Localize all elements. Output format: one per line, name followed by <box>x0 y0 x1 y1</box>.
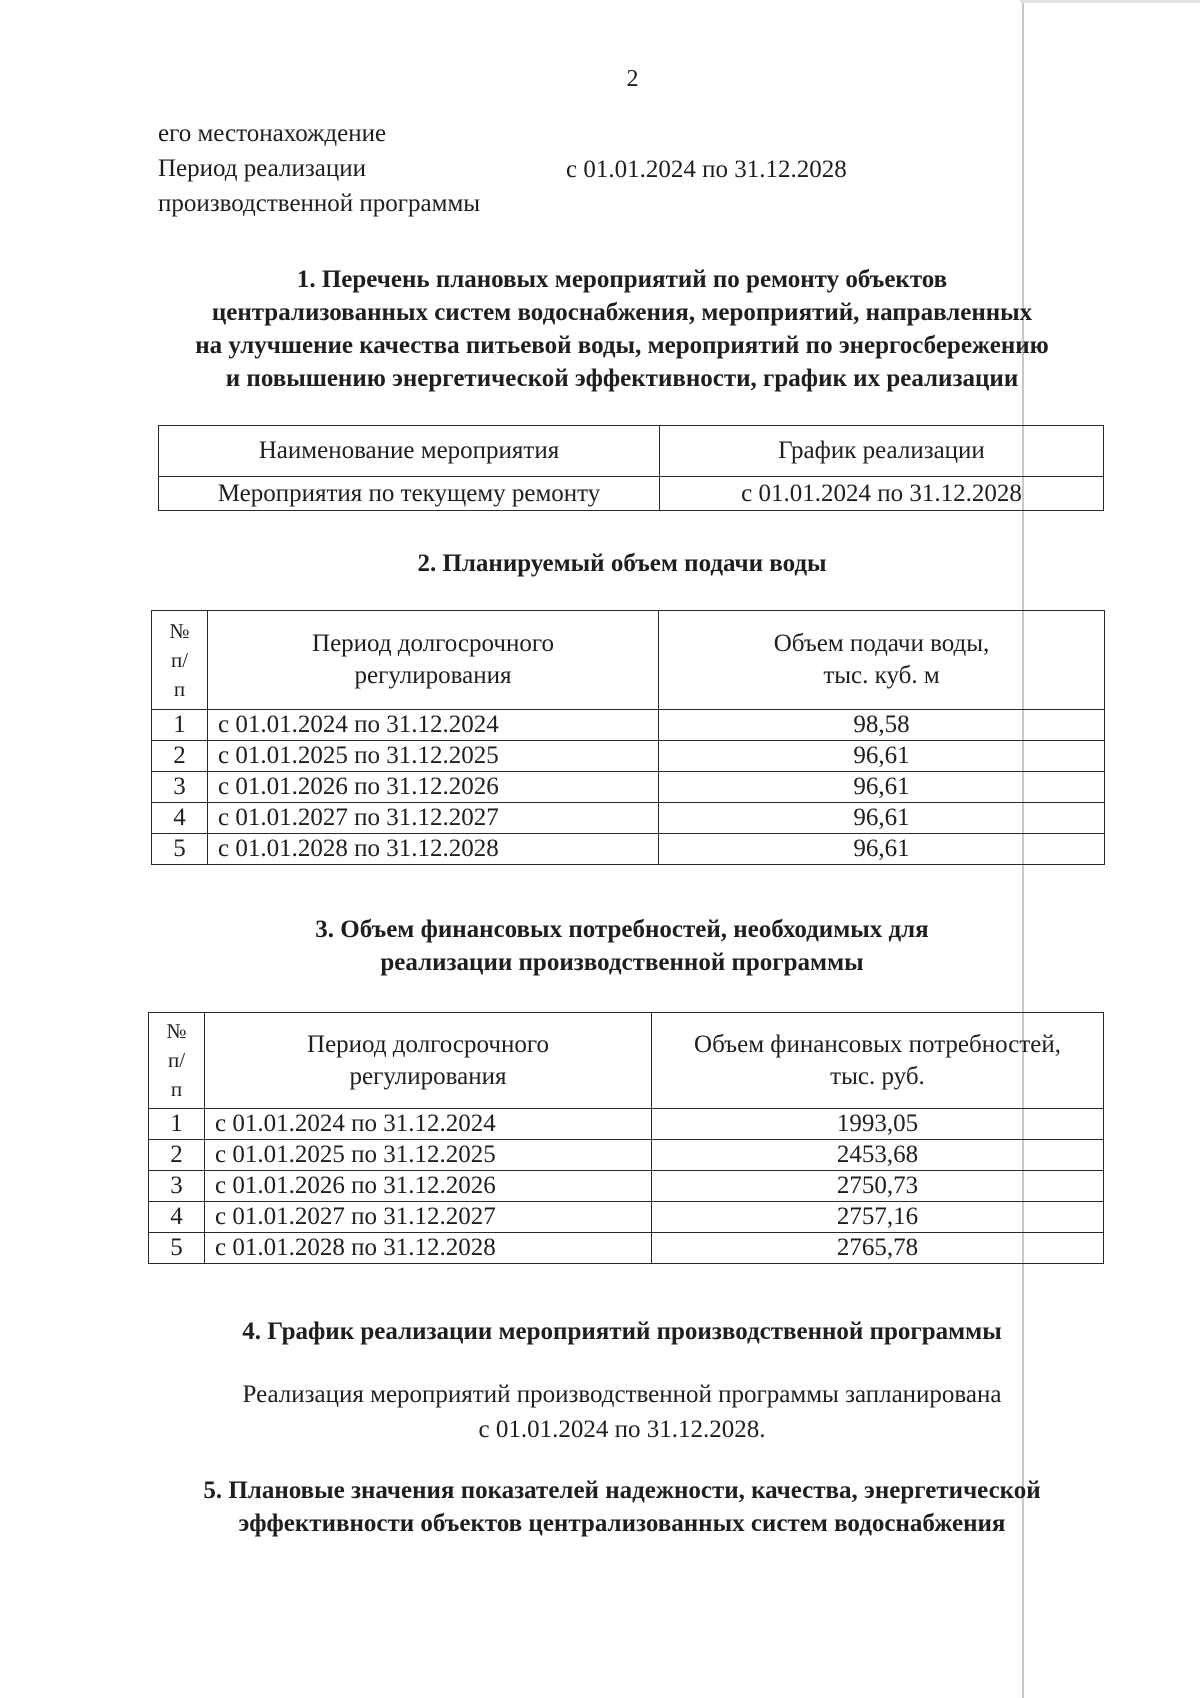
table-row <box>149 1109 1104 1140</box>
cell-finance-volume: 2765,78 <box>652 1233 1104 1264</box>
cell-water-volume: 96,61 <box>659 772 1105 803</box>
header-number-line: п <box>173 676 186 701</box>
header-number-line: № <box>166 1019 187 1043</box>
header-number <box>152 611 208 710</box>
header-number-line: п/ <box>170 647 189 672</box>
cell-number: 4 <box>149 1202 205 1233</box>
scan-artifact-top <box>1020 0 1200 3</box>
header-period-line: регулирования <box>354 662 512 689</box>
cell-number: 5 <box>152 834 208 865</box>
intro-period-value: с 01.01.2024 по 31.12.2028 <box>566 156 847 183</box>
header-period <box>205 1013 652 1109</box>
section4-text-line: с 01.01.2024 по 31.12.2028. <box>478 1416 766 1443</box>
cell-number: 1 <box>152 710 208 741</box>
cell-number: 2 <box>149 1140 205 1171</box>
cell-period: с 01.01.2028 по 31.12.2028 <box>205 1233 652 1264</box>
section1-title-line: 1. Перечень плановых мероприятий по ремонту объектов <box>296 266 948 293</box>
intro-line-1: его местонахождение <box>158 120 387 147</box>
header-schedule: График реализации <box>660 426 1104 477</box>
table-row <box>152 710 1105 741</box>
table-row <box>149 1140 1104 1171</box>
header-event-name: Наименование мероприятия <box>159 426 660 477</box>
cell-event-name: Мероприятия по текущему ремонту <box>159 477 660 511</box>
intro-line-3: производственной программы <box>158 190 481 217</box>
header-period-line: регулирования <box>349 1062 507 1090</box>
section4-text <box>0 1377 1200 1447</box>
cell-finance-volume: 2750,73 <box>652 1171 1104 1202</box>
header-period <box>208 611 659 710</box>
header-number-line: п <box>170 1077 183 1101</box>
cell-period: с 01.01.2024 по 31.12.2024 <box>208 710 659 741</box>
cell-period: с 01.01.2027 по 31.12.2027 <box>208 803 659 834</box>
cell-number: 3 <box>152 772 208 803</box>
header-finance-volume-line: тыс. руб. <box>830 1062 925 1090</box>
section2-title: 2. Планируемый объем подачи воды <box>417 550 827 577</box>
header-period-line: Период долгосрочного <box>307 1030 549 1058</box>
cell-number: 4 <box>152 803 208 834</box>
table-header-row <box>159 426 1104 477</box>
table-row <box>152 834 1105 865</box>
header-period-line: Период долгосрочного <box>312 630 554 657</box>
section4-text-line: Реализация мероприятий производственной программы запланирована <box>242 1381 1002 1408</box>
cell-finance-volume: 2453,68 <box>652 1140 1104 1171</box>
table-row <box>149 1202 1104 1233</box>
cell-period: с 01.01.2027 по 31.12.2027 <box>205 1202 652 1233</box>
cell-number: 1 <box>149 1109 205 1140</box>
section5-title-line: 5. Плановые значения показателей надежности, качества, энергетической <box>203 1477 1041 1504</box>
header-water-volume-line: тыс. куб. м <box>823 662 940 689</box>
table-row <box>149 1233 1104 1264</box>
section5-title <box>0 1474 1200 1540</box>
header-water-volume <box>659 611 1105 710</box>
section3-table <box>148 1012 1104 1264</box>
cell-finance-volume: 1993,05 <box>652 1109 1104 1140</box>
cell-number: 5 <box>149 1233 205 1264</box>
table-header-row <box>149 1013 1104 1109</box>
page-number: 2 <box>626 66 639 92</box>
table-row <box>152 772 1105 803</box>
header-number <box>149 1013 205 1109</box>
section1-title-line: на улучшение качества питьевой воды, мероприятий по энергосбережению <box>195 332 1049 359</box>
section1-title <box>0 263 1200 395</box>
section1-title-line: и повышению энергетической эффективности, график их реализации <box>225 365 1019 392</box>
intro-block <box>158 116 480 221</box>
section1-title-line: централизованных систем водоснабжения, мероприятий, направленных <box>211 299 1033 326</box>
cell-water-volume: 98,58 <box>659 710 1105 741</box>
cell-period: с 01.01.2028 по 31.12.2028 <box>208 834 659 865</box>
cell-number: 3 <box>149 1171 205 1202</box>
section3-title-line: реализации производственной программы <box>380 949 864 976</box>
header-finance-volume-line: Объем финансовых потребностей, <box>694 1030 1061 1058</box>
header-number-line: п/ <box>167 1048 186 1072</box>
cell-number: 2 <box>152 741 208 772</box>
section4-title: 4. График реализации мероприятий производственной программы <box>242 1318 1002 1345</box>
cell-period: с 01.01.2025 по 31.12.2025 <box>208 741 659 772</box>
table-row <box>159 477 1104 511</box>
header-number-line: № <box>169 618 190 643</box>
cell-water-volume: 96,61 <box>659 834 1105 865</box>
section3-title-line: 3. Объем финансовых потребностей, необходимых для <box>315 916 929 943</box>
section2-table <box>151 610 1105 865</box>
table-row <box>152 741 1105 772</box>
cell-water-volume: 96,61 <box>659 741 1105 772</box>
cell-water-volume: 96,61 <box>659 803 1105 834</box>
cell-schedule: с 01.01.2024 по 31.12.2028 <box>660 477 1104 511</box>
cell-period: с 01.01.2025 по 31.12.2025 <box>205 1140 652 1171</box>
section3-title <box>0 913 1200 979</box>
section5-title-line: эффективности объектов централизованных систем водоснабжения <box>238 1510 1006 1537</box>
intro-line-2: Период реализации <box>158 155 366 182</box>
cell-period: с 01.01.2026 по 31.12.2026 <box>208 772 659 803</box>
header-finance-volume <box>652 1013 1104 1109</box>
table-row <box>152 803 1105 834</box>
section1-table <box>158 425 1104 511</box>
cell-period: с 01.01.2024 по 31.12.2024 <box>205 1109 652 1140</box>
header-water-volume-line: Объем подачи воды, <box>773 630 990 657</box>
table-row <box>149 1171 1104 1202</box>
cell-finance-volume: 2757,16 <box>652 1202 1104 1233</box>
table-header-row <box>152 611 1105 710</box>
cell-period: с 01.01.2026 по 31.12.2026 <box>205 1171 652 1202</box>
